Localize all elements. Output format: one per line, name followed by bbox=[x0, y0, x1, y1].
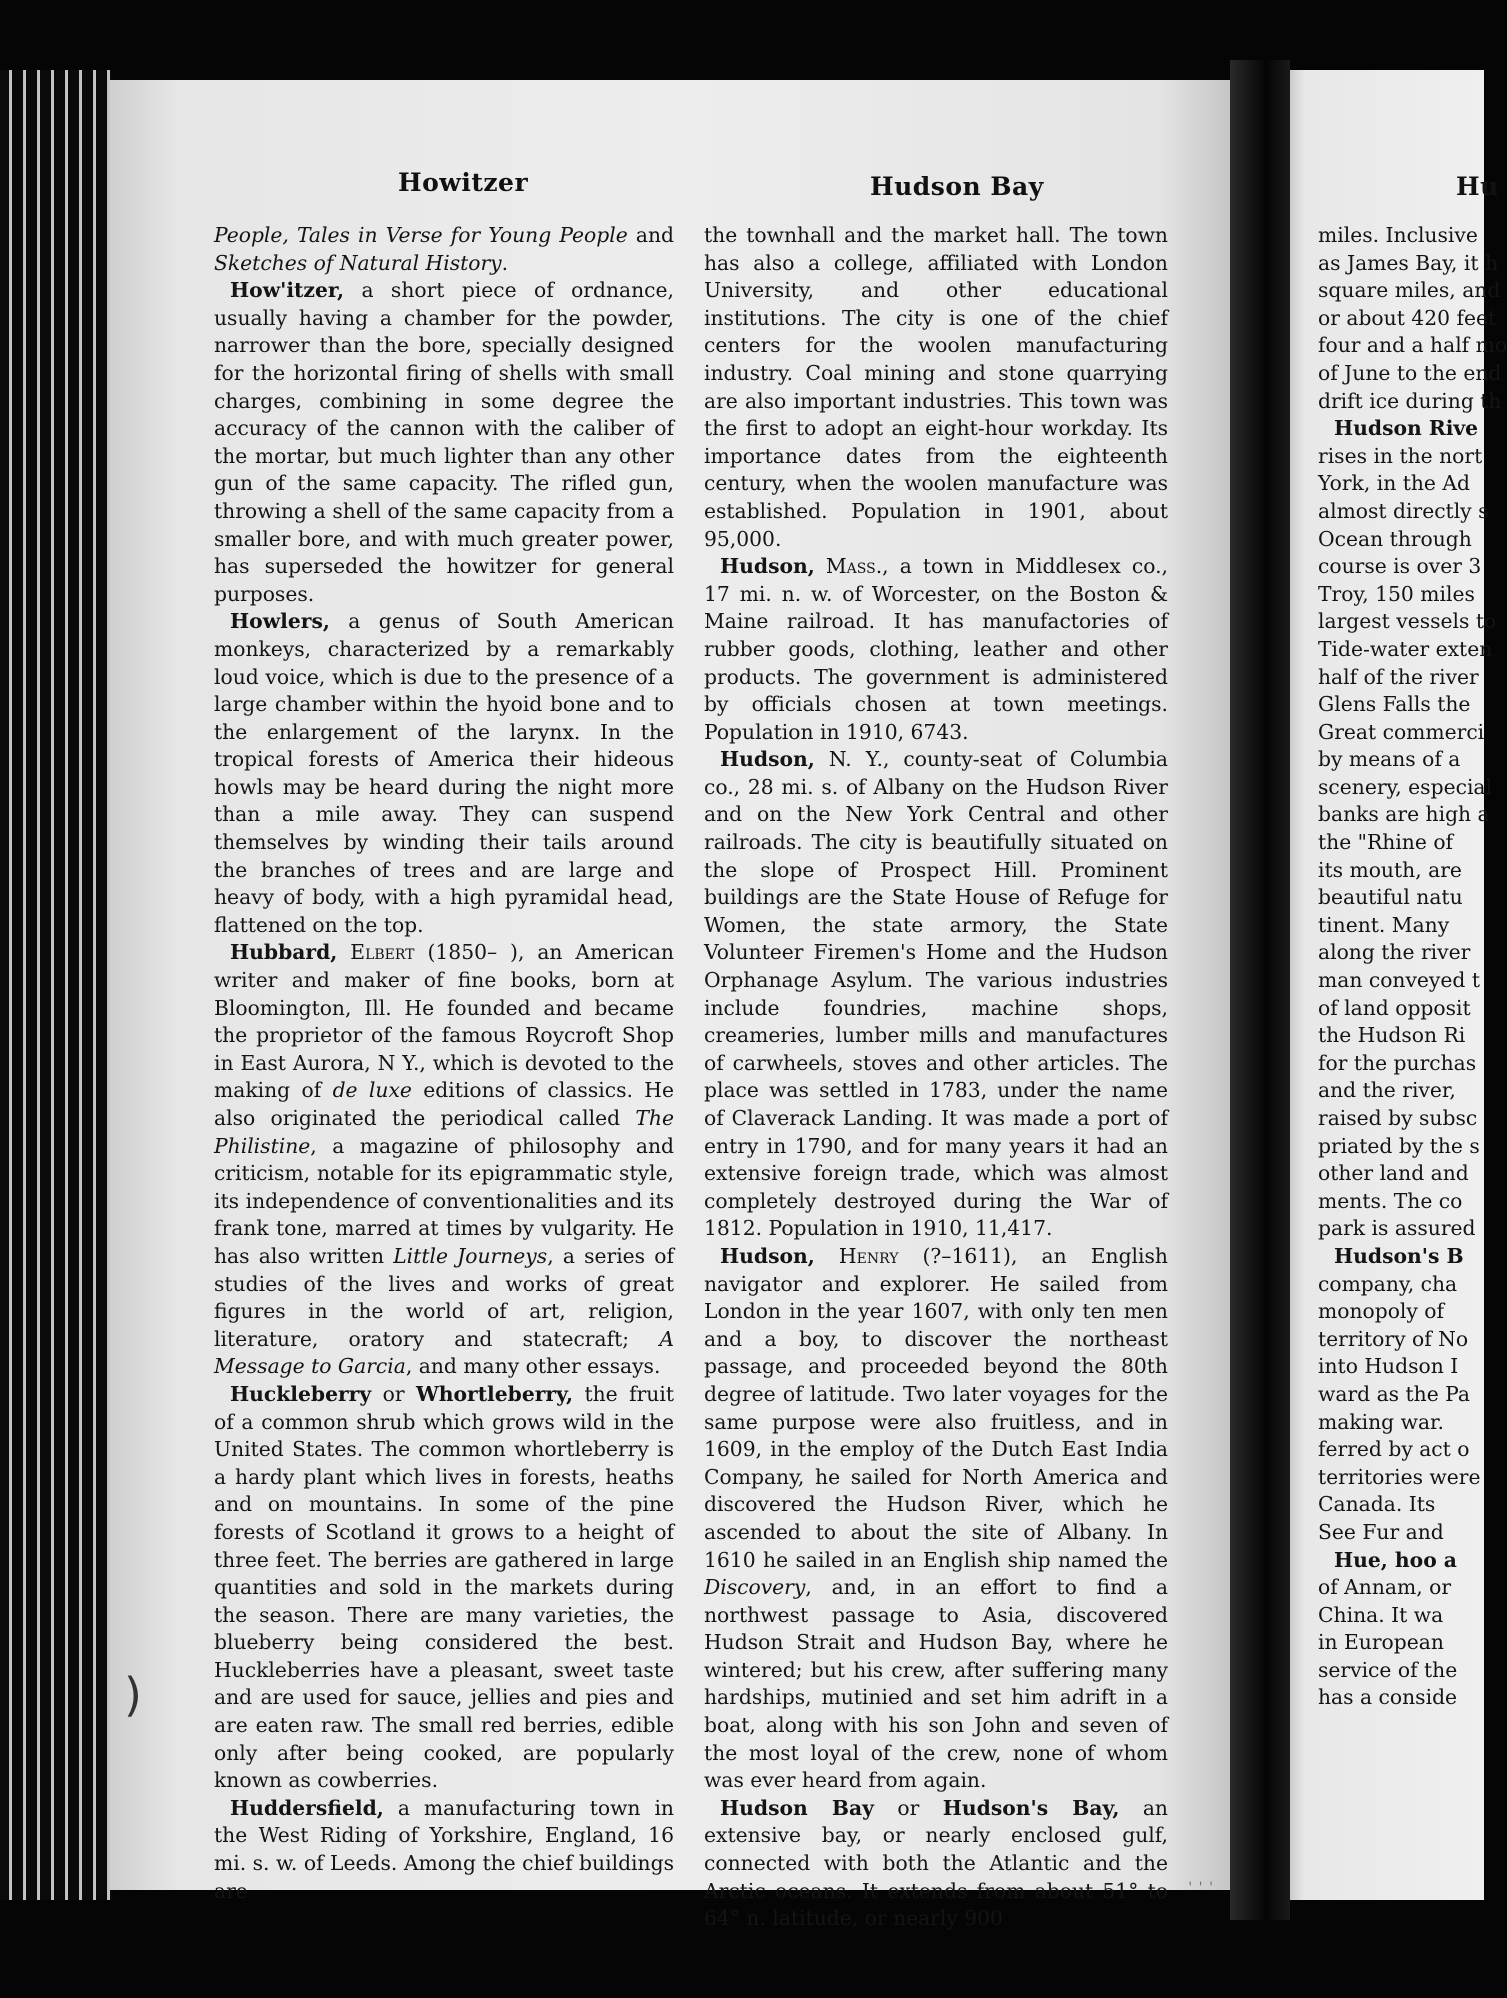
next-page-line: Hue, hoo a bbox=[1334, 1547, 1457, 1572]
next-page-line: China. It wa bbox=[1318, 1602, 1444, 1627]
entry-text: editions of classics. He also originated the periodical called bbox=[214, 1078, 674, 1130]
entry-text: the fruit of a common shrub which grows wild in the United States. The common whortleberry is a hardy plant which lives in forests, heaths and on mountains. In some of the pine forests of Scotland it grows to a height of three feet. The berries are gathered in large quantities and sold in the markets during the season. There are many varieties, the blueberry being considered the best. Huckleberries have a pleasant, sweet taste and are used for sauce, jellies and pies and are eaten raw. The small red berries, edible only after being cooked, are popularly known as cowberries. bbox=[214, 1381, 675, 1793]
entry-headword: Hudson, bbox=[720, 554, 815, 579]
entry-headword: Hubbard, bbox=[230, 940, 338, 965]
entry-text: , a magazine of philosophy and criticism, notable for its epigrammatic style, its independence of conventionalities and its frank tone, marred at times by vulgarity. He has also written bbox=[214, 1133, 674, 1268]
next-page-line: rises in the nort bbox=[1318, 443, 1483, 468]
next-page-line: in European bbox=[1318, 1630, 1444, 1655]
next-page-line: square miles, and bbox=[1318, 278, 1501, 303]
title-italic: A Message to Garcia bbox=[214, 1326, 674, 1379]
right-column bbox=[704, 222, 1168, 1933]
next-page-line: has a conside bbox=[1318, 1685, 1458, 1710]
next-page-line: course is over 3 bbox=[1318, 554, 1482, 579]
next-page-line: almost directly s bbox=[1318, 498, 1489, 523]
title-italic: The Philistine bbox=[214, 1106, 674, 1158]
entry-text: , and, in an effort to find a northwest passage to Asia, discovered Hudson Strait and Hudson Bay, where he wintered; but his crew, after suffering many hardships, mutinied and set him adrift in a boat, along with his son John and seven of the most loyal of the crew, none of whom was ever heard from again. bbox=[704, 1575, 1168, 1793]
next-page-line: its mouth, are bbox=[1318, 857, 1462, 882]
next-page-line: tinent. Many bbox=[1318, 912, 1450, 937]
entry-text: or bbox=[897, 1795, 920, 1820]
next-page-line: scenery, especial bbox=[1318, 774, 1493, 799]
margin-bracket-mark: ) bbox=[124, 1668, 142, 1722]
entry-hudson-henry bbox=[704, 1243, 1168, 1795]
entry-text: (1850– ), an American writer and maker of fine books, born at Bloomington, Ill. He founded and became the proprietor of the famous Roycroft Shop in East Aurora, N Y., which is devoted to the making of bbox=[214, 940, 674, 1103]
next-page-line: for the purchas bbox=[1318, 1050, 1477, 1075]
entry-howlers bbox=[214, 608, 674, 939]
entry-text: , and many other essays. bbox=[405, 1354, 661, 1379]
next-page-line: York, in the Ad bbox=[1318, 471, 1470, 496]
entry-text: a town in Middlesex co., 17 mi. n. w. of Worcester, on the Boston & Maine railroad. It has manufactories of rubber goods, clothing, leather and other products. The government is administered by officials chosen at town meetings. Population in 1910, 6743. bbox=[704, 554, 1168, 744]
next-page-line: of Annam, or bbox=[1318, 1575, 1452, 1600]
page-foot-mark: ''' bbox=[1186, 1880, 1218, 1896]
entry-headword: Hudson's Bay, bbox=[942, 1795, 1120, 1820]
next-page-line: ferred by act o bbox=[1318, 1437, 1470, 1462]
next-page-column bbox=[1318, 222, 1507, 1712]
entry-text: a short piece of ordnance, usually having a chamber for the powder, narrower than the bore, specially designed for the horizontal firing of shells with small charges, combining in some degree the accuracy of the cannon with the caliber of the mortar, but much lighter than any other gun of the same capacity. The rifled gun, throwing a shell of the same capacity from a smaller bore, and with much greater power, has superseded the howitzer for general purposes. bbox=[214, 278, 674, 606]
next-page-line: other land and bbox=[1318, 1161, 1469, 1186]
next-page-line: the Hudson Ri bbox=[1318, 1023, 1466, 1048]
next-page-line: Great commerci bbox=[1318, 719, 1485, 744]
next-page-line: raised by subsc bbox=[1318, 1106, 1478, 1130]
next-page-line: four and a half mo bbox=[1318, 333, 1507, 358]
next-page-line: man conveyed t bbox=[1318, 968, 1480, 993]
page-edges bbox=[0, 70, 112, 1900]
title-italic: Discovery bbox=[704, 1575, 806, 1600]
entry-headword: Whortleberry, bbox=[415, 1381, 574, 1406]
next-page-line: monopoly of bbox=[1318, 1299, 1445, 1324]
entry-text: (?–1611), an English navigator and explorer. He sailed from London in the year 1607, with only ten men and a boy, to discover the northeast passage, and proceeded beyond the 80th degree of latitude. Two later voyages for the same purpose were also fruitless, and in 1609, in the employ of the Dutch East India Company, he sailed for North America and discovered the Hudson River, which he ascended to about the site of Albany. In 1610 he sailed in an English ship named the bbox=[704, 1243, 1168, 1572]
next-page-line: as James Bay, it h bbox=[1318, 250, 1499, 275]
running-head-right: Hudson Bay bbox=[870, 172, 1044, 201]
entry-state: Mass., bbox=[825, 554, 889, 579]
running-head-next: Hu bbox=[1456, 172, 1499, 201]
next-page-line: or about 420 feet bbox=[1318, 305, 1497, 330]
next-page-line: by means of a bbox=[1318, 747, 1461, 772]
entry-text: . bbox=[501, 250, 509, 275]
entry-text: and bbox=[635, 223, 674, 247]
next-page-line: park is assured bbox=[1318, 1216, 1476, 1241]
next-page-line: of June to the end bbox=[1318, 360, 1502, 385]
title-italic: Sketches of Natural History bbox=[214, 250, 502, 275]
entry-huckleberry bbox=[214, 1381, 674, 1795]
entry-forename: Henry bbox=[838, 1243, 899, 1268]
entry-hubbard bbox=[214, 939, 674, 1381]
next-page-line: Hudson Rive bbox=[1334, 416, 1479, 441]
entry-text: a genus of South American monkeys, characterized by a remarkably loud voice, which is due to the presence of a large chamber within the hyoid bone and to the enlargement of the larynx. In the tropical forests of America their hideous howls may be heard during the night more than a mile away. They can suspend themselves by winding their tails around the branches of trees and are large and heavy of body, with a high pyramidal head, flattened on the top. bbox=[214, 609, 674, 937]
entry-headword: Hudson, bbox=[720, 1243, 815, 1268]
entry-headword: How'itzer, bbox=[230, 278, 345, 303]
next-page-line: drift ice during th bbox=[1318, 388, 1502, 413]
title-italic: People, Tales in Verse for Young People bbox=[214, 223, 628, 247]
next-page-line: priated by the s bbox=[1318, 1133, 1480, 1158]
next-page-line: territory of No bbox=[1318, 1326, 1469, 1351]
next-page-line: See Fur and bbox=[1318, 1519, 1444, 1544]
entry-hudson-mass bbox=[704, 553, 1168, 746]
entry-hudson-bay bbox=[704, 1795, 1168, 1933]
entry-howitzer bbox=[214, 277, 674, 608]
entry-text: or bbox=[382, 1381, 405, 1406]
next-page-line: largest vessels to bbox=[1318, 609, 1497, 634]
next-page-line: company, cha bbox=[1318, 1271, 1458, 1296]
title-italic: Little Journeys bbox=[393, 1243, 548, 1268]
entry-hudson-ny bbox=[704, 746, 1168, 1243]
entry-text: an extensive bay, or nearly enclosed gulf, connected with both the Atlantic and the Arctic oceans. It extends from about 51° to 64° n. latitude, or nearly 900 bbox=[704, 1795, 1168, 1931]
next-page-line: Troy, 150 miles bbox=[1318, 581, 1475, 606]
entry-continuation bbox=[704, 222, 1168, 553]
next-page-line: half of the river bbox=[1318, 664, 1479, 689]
next-page-line: ward as the Pa bbox=[1318, 1381, 1471, 1406]
left-column bbox=[214, 222, 674, 1905]
next-page-line: making war. bbox=[1318, 1409, 1444, 1434]
next-page-line: beautiful natu bbox=[1318, 885, 1463, 910]
entry-continuation bbox=[214, 222, 674, 277]
next-page-line: ments. The co bbox=[1318, 1188, 1463, 1213]
title-italic: de luxe bbox=[332, 1078, 412, 1103]
entry-huddersfield bbox=[214, 1795, 674, 1905]
entry-headword: Howlers, bbox=[230, 609, 330, 634]
entry-headword: Hudson, bbox=[720, 747, 815, 772]
next-page-line: Tide-water exten bbox=[1318, 636, 1493, 661]
next-page-line: of land opposit bbox=[1318, 995, 1471, 1020]
next-page-line: Hudson's B bbox=[1334, 1243, 1464, 1268]
entry-text: a manufacturing town in the West Riding of Yorkshire, England, 16 mi. s. w. of Leeds. Among the chief buildings are bbox=[214, 1795, 674, 1903]
next-page-line: the "Rhine of bbox=[1318, 830, 1454, 855]
next-page-line: and the river, bbox=[1318, 1078, 1456, 1103]
entry-headword: Hudson Bay bbox=[720, 1795, 874, 1820]
entry-headword: Huddersfield, bbox=[230, 1795, 384, 1820]
next-page-line: territories were bbox=[1318, 1464, 1481, 1489]
entry-text: N. Y., county-seat of Columbia co., 28 mi. s. of Albany on the Hudson River and on the New York Central and other railroads. The city is beautifully situated on the slope of Prospect Hill. Prominent buildings are the State House of Refuge for Women, the state armory, the State Volunteer Firemen's Home and the Hudson Orphanage Asylum. The various industries include foundries, machine shops, creameries, lumber mills and manufactures of carwheels, stoves and other articles. The place was settled in 1783, under the name of Claverack Landing. It was made a port of entry in 1790, and for many years it had an extensive foreign trade, which was almost completely destroyed during the War of 1812. Population in 1910, 11,417. bbox=[704, 747, 1168, 1241]
next-page-line: Canada. Its bbox=[1318, 1492, 1436, 1517]
next-page-line: Glens Falls the bbox=[1318, 692, 1471, 717]
entry-text: the townhall and the market hall. The town has also a college, affiliated with London University, and other educational institutions. The city is one of the chief centers for the woolen manufacturing industry. Coal mining and stone quarrying are also important industries. This town was the first to adopt an eight-hour workday. Its importance dates from the eighteenth century, when the woolen manufacture was established. Population in 1901, about 95,000. bbox=[704, 223, 1168, 551]
next-page-line: service of the bbox=[1318, 1657, 1458, 1682]
entry-text: , a series of studies of the lives and works of great figures in the world of art, religion, literature, oratory and statecraft; bbox=[214, 1243, 674, 1351]
entry-forename: Elbert bbox=[350, 940, 415, 965]
next-page-line: miles. Inclusive bbox=[1318, 223, 1478, 247]
book-gutter bbox=[1230, 60, 1290, 1920]
entry-headword: Huckleberry bbox=[230, 1381, 372, 1406]
next-page-line: into Hudson I bbox=[1318, 1354, 1459, 1379]
next-page-line: Ocean through bbox=[1318, 526, 1472, 551]
running-head-left: Howitzer bbox=[398, 168, 529, 197]
next-page-line: banks are high a bbox=[1318, 802, 1490, 827]
next-page-line: along the river bbox=[1318, 940, 1471, 965]
